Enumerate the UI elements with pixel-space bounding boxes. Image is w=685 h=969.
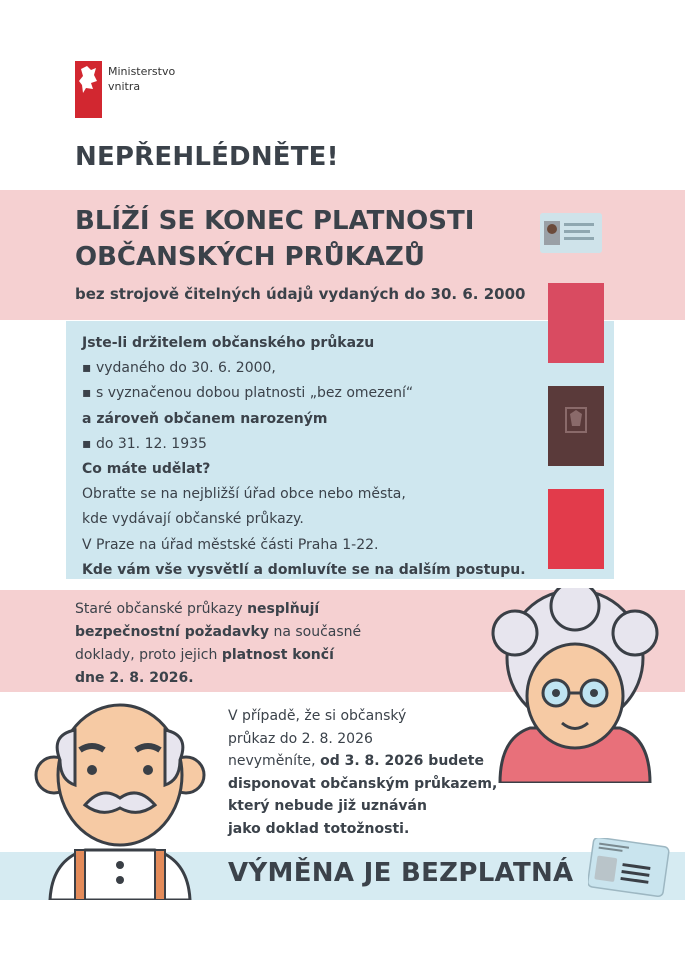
consequence-line: disponovat občanským průkazem, [228, 775, 498, 792]
old-id-cover-brown [548, 386, 604, 466]
consequence-text [228, 705, 528, 840]
lion-icon [75, 61, 102, 118]
bullet-text: vydaného do 30. 6. 2000, [95, 360, 276, 377]
id-card-icon [540, 213, 602, 253]
old-id-cover-red [548, 489, 604, 569]
notice-text [75, 598, 395, 690]
notice-line [75, 598, 395, 621]
ministry-name [108, 64, 175, 94]
info-line: kde vydávají občanské průkazy. [82, 511, 304, 528]
consequence-line: který nebude již uznáván [228, 798, 427, 814]
bullet-item: ▪ vydaného do 30. 6. 2000, [82, 360, 276, 377]
notice-text-part: na současné [269, 624, 362, 640]
free-exchange-heading: VÝMĚNA JE BEZPLATNÁ [228, 858, 574, 888]
ministry-logo [75, 61, 102, 118]
notice-line: dne 2. 8. 2026. [75, 670, 194, 686]
notice-text-bold: nesplňují [247, 601, 320, 617]
bullet-text: s vyznačenou dobou platnosti „bez omezení“ [95, 385, 414, 402]
citizen-heading: a zároveň občanem narozeným [82, 410, 328, 427]
bullet-item: ▪ s vyznačenou dobou platnosti „bez omezení“ [82, 385, 414, 402]
notice-text-part: doklady, proto jejich [75, 647, 222, 663]
notice-text-bold: bezpečnostní požadavky [75, 624, 269, 640]
info-text [82, 331, 552, 583]
subtitle: bez strojově čitelných údajů vydaných do 30. 6. 2000 [75, 285, 526, 303]
consequence-line: jako doklad totožnosti. [228, 820, 410, 837]
bullet-item: ▪ do 31. 12. 1935 [82, 435, 207, 452]
consequence-text-part: nevyměníte, [228, 753, 321, 769]
old-id-card-image [540, 213, 602, 253]
notice-text-bold: platnost končí [221, 647, 334, 663]
notice-text-part: Staré občanské průkazy [75, 601, 248, 617]
emblem-icon [548, 386, 604, 466]
ministry-name-line2: vnitra [108, 80, 141, 93]
grandfather-illustration [30, 700, 210, 900]
notice-line [75, 621, 395, 644]
consequence-text-bold: od 3. 8. 2026 budete [320, 753, 484, 769]
old-id-cover-pink [548, 283, 604, 363]
warning-title: NEPŘEHLÉDNĚTE! [75, 142, 339, 172]
ministry-name-line1: Ministerstvo [108, 65, 176, 78]
main-title [75, 203, 474, 275]
todo-heading: Co máte udělat? [82, 461, 211, 478]
closing-line: Kde vám vše vysvětlí a domluvíte se na dalším postupu. [82, 561, 526, 578]
consequence-line: V případě, že si občanský [228, 708, 407, 724]
holder-heading: Jste-li držitelem občanského průkazu [82, 335, 375, 351]
notice-line [75, 644, 395, 667]
new-id-card-image [588, 838, 670, 900]
main-title-line1: BLÍŽÍ SE KONEC PLATNOSTI [75, 206, 475, 236]
info-line: V Praze na úřad městské části Praha 1-22. [82, 536, 379, 553]
bullet-text: do 31. 12. 1935 [95, 435, 207, 452]
consequence-line [228, 750, 528, 773]
main-title-line2: OBČANSKÝCH PRŮKAZŮ [75, 242, 425, 272]
info-line: Obraťte se na nejbližší úřad obce nebo města, [82, 486, 406, 503]
consequence-line: průkaz do 2. 8. 2026 [228, 730, 373, 747]
